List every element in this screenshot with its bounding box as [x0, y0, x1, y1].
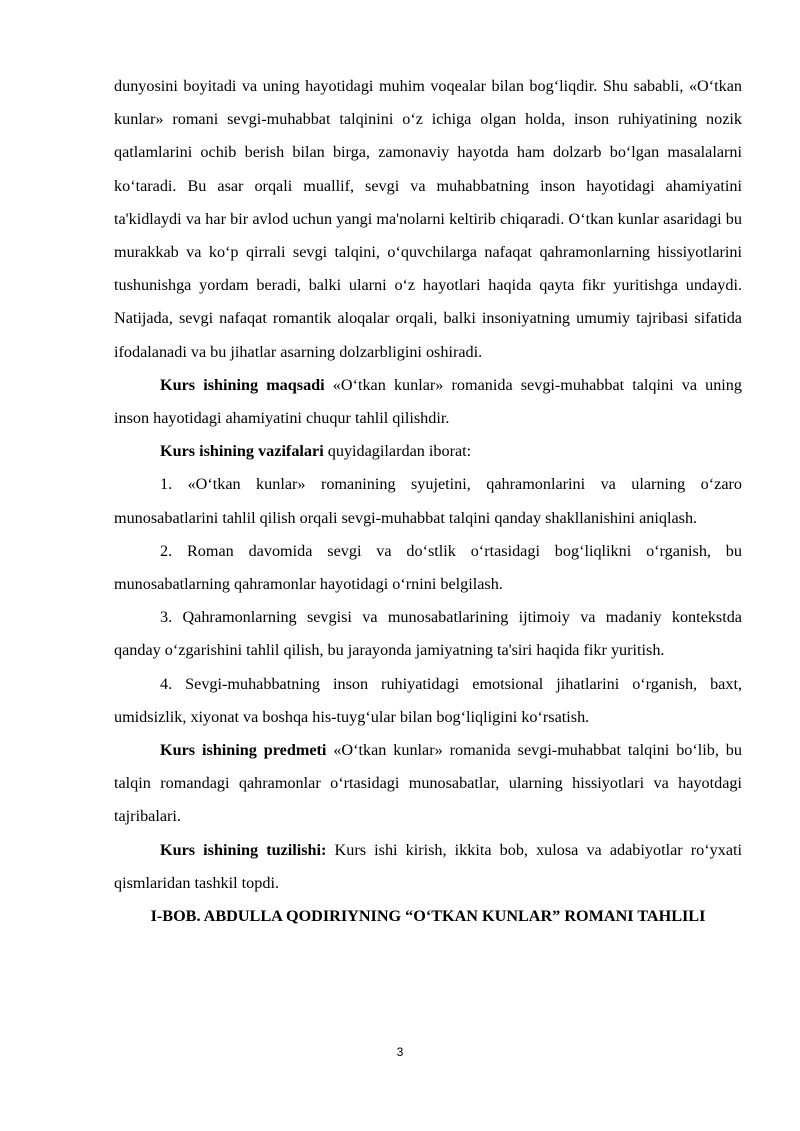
- page-number: 3: [396, 1045, 404, 1059]
- goal-paragraph: [114, 369, 742, 435]
- tasks-paragraph: [114, 435, 742, 468]
- subject-label: Kurs ishining predmeti: [160, 741, 327, 760]
- chapter-heading: I-BOB. ABDULLA QODIRIYNING “O‘TKAN KUNLAR” ROMANI TAHLILI: [150, 907, 706, 926]
- tasks-text: quyidagilardan iborat:: [323, 442, 472, 461]
- intro-paragraph: dunyosini boyitadi va uning hayotidagi muhim voqealar bilan bog‘liqdir. Shu sababli, «O‘tkan kunlar» romani sevgi-muhabbat talqinini o‘z ichiga olgan holda, inson ruhiyatining nozik qatlamlarini ochib berish bilan birga, zamonaviy hayotda ham dolzarb bo‘lgan masalalarni ko‘taradi. Bu asar orqali muallif, sevgi va muhabbatning inson hayotidagi ahamiyatini ta'kidlaydi va har bir avlod uchun yangi ma'nolarni keltirib chiqaradi. O‘tkan kunlar asaridagi bu murakkab va ko‘p qirrali sevgi talqini, o‘quvchilarga nafaqat qahramonlarning hissiyotlarini tushunishga yordam beradi, balki ularni o‘z hayotlari haqida qayta fikr yuritishga undaydi. Natijada, sevgi nafaqat romantik aloqalar orqali, balki insoniyatning umumiy tajribasi sifatida ifodalanadi va bu jihatlar asarning dolzarbligini oshiradi.: [114, 77, 742, 361]
- task-item-4: 4. Sevgi-muhabbatning inson ruhiyatidagi emotsional jihatlarini o‘rganish, baxt, umidsizlik, xiyonat va boshqa his-tuyg‘ular bilan bog‘liqligini ko‘rsatish.: [114, 674, 742, 726]
- subject-paragraph: [114, 734, 742, 834]
- goal-label: Kurs ishining maqsadi: [160, 375, 325, 394]
- task-item-1: 1. «O‘tkan kunlar» romanining syujetini, qahramonlarini va ularning o‘zaro munosabatlarini tahlil qilish orqali sevgi-muhabbat talqini qanday shakllanishini aniqlash.: [114, 475, 742, 527]
- tasks-label: Kurs ishining vazifalari: [160, 442, 324, 461]
- task-item-3: 3. Qahramonlarning sevgisi va munosabatlarining ijtimoiy va madaniy kontekstda qanday o‘zgarishini tahlil qilish, bu jarayonda jamiyatning ta'siri haqida fikr yuritish.: [114, 608, 742, 660]
- structure-label: Kurs ishining tuzilishi:: [160, 840, 327, 859]
- structure-paragraph: [114, 834, 742, 900]
- goal-text: «O‘tkan kunlar» romanida sevgi-muhabbat talqini va uning inson hayotidagi ahamiyatini chuqur tahlil qilishdir.: [114, 375, 742, 428]
- subject-text: «O‘tkan kunlar» romanida sevgi-muhabbat talqini bo‘lib, bu talqin romandagi qahramonlar o‘rtasidagi munosabatlar, ularning hissiyotlari va hayotdagi tajribalari.: [114, 741, 742, 826]
- page-content: [114, 70, 742, 933]
- structure-text: Kurs ishi kirish, ikkita bob, xulosa va adabiyotlar ro‘yxati qismlaridan tashkil topdi.: [114, 840, 742, 892]
- task-item-2: 2. Roman davomida sevgi va do‘stlik o‘rtasidagi bog‘liqlikni o‘rganish, bu munosabatlarning qahramonlar hayotidagi o‘rnini belgilash.: [114, 541, 742, 594]
